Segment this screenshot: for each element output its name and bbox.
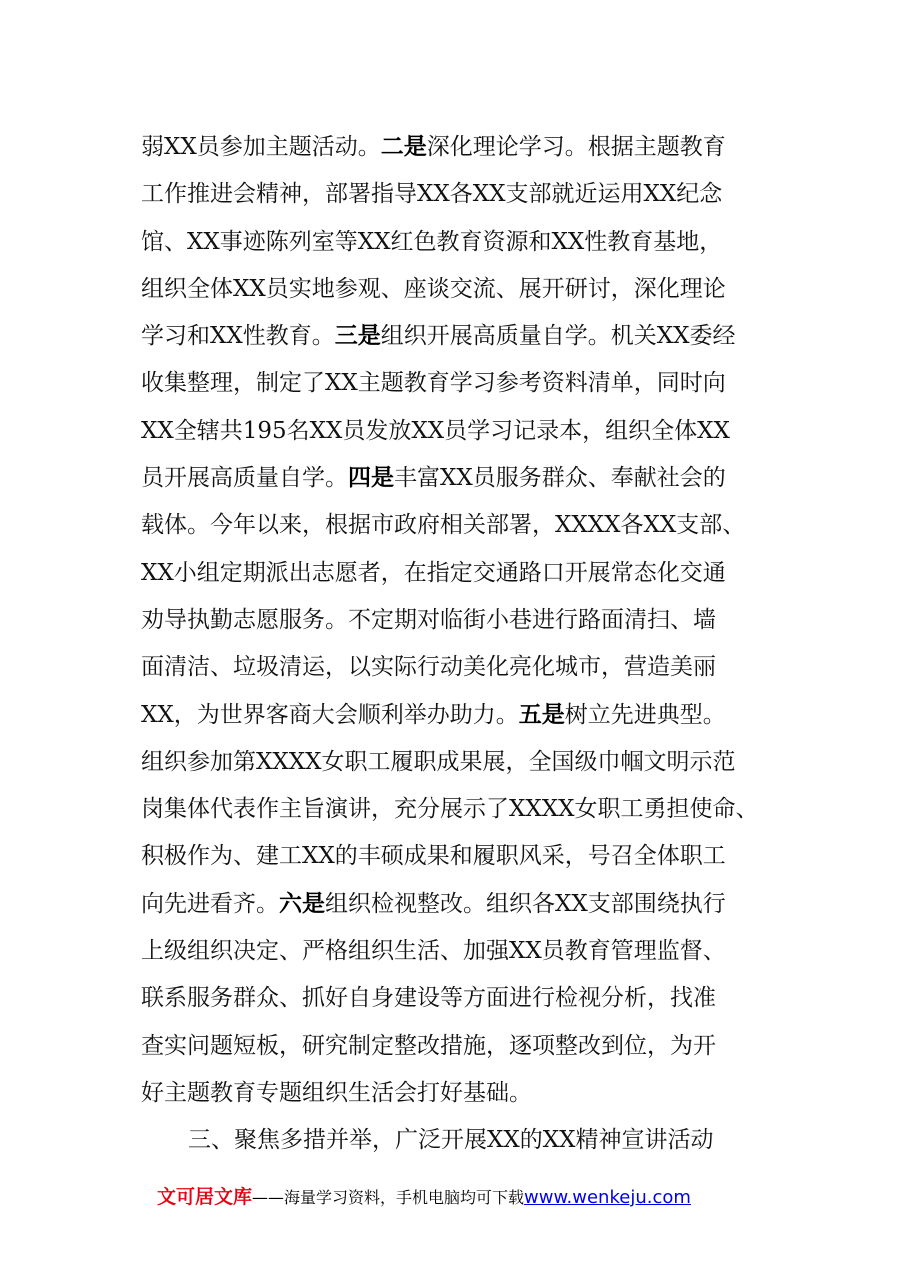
text-line [141, 644, 781, 691]
text-segment: 劝导执勤志愿服务。不定期对临街小巷进行路面清扫、墙 [141, 606, 716, 633]
text-line [141, 502, 781, 549]
text-segment: 向先进看齐。 [141, 890, 279, 917]
text-segment: 深化理论学习。根据主题教育 [426, 134, 726, 160]
text-line [141, 881, 781, 928]
text-line [141, 833, 781, 880]
text-segment: 面清洁、垃圾清运，以实际行动美化亮化城市，营造美丽 [141, 654, 716, 681]
bold-marker: 四是 [348, 465, 394, 492]
footer-text: ——海量学习资料，手机电脑均可下载 [252, 1188, 525, 1207]
text-segment: XX，为世界客商大会顺利举办助力。 [141, 701, 519, 728]
text-segment: 馆、XX事迹陈列室等XX红色教育资源和XX性教育基地， [141, 228, 723, 255]
text-segment: 组织检视整改。组织各XX支部围绕执行 [325, 890, 726, 917]
text-segment: 收集整理，制定了XX主题教育学习参考资料清单，同时向 [141, 370, 726, 397]
text-line [141, 266, 781, 313]
text-line [141, 124, 781, 171]
text-segment: 查实问题短板，研究制定整改措施，逐项整改到位，为开 [141, 1032, 716, 1059]
footer-banner [157, 1182, 691, 1212]
text-segment: 学习和XX性教育。 [141, 323, 335, 350]
text-segment: XX全辖共195名XX员发放XX员学习记录本，组织全体XX [141, 417, 730, 444]
text-segment: 上级组织决定、严格组织生活、加强XX员教育管理监督、 [141, 938, 726, 965]
text-line [141, 455, 781, 502]
text-line [141, 313, 781, 360]
text-segment: 好主题教育专题组织生活会打好基础。 [141, 1079, 532, 1106]
section-heading: 三、聚焦多措并举，广泛开展XX的XX精神宣讲活动 [188, 1127, 714, 1154]
text-segment: 组织全体XX员实地参观、座谈交流、展开研讨，深化理论 [141, 275, 726, 302]
text-segment: 组织开展高质量自学。机关XX委经 [380, 323, 736, 350]
text-segment: 员开展高质量自学。 [141, 465, 348, 492]
text-line [141, 739, 781, 786]
text-segment: 联系服务群众、抓好自身建设等方面进行检视分析，找准 [141, 985, 716, 1012]
text-segment: 组织参加第XXXX女职工履职成果展，全国级巾帼文明示范 [141, 748, 736, 775]
text-line [141, 692, 781, 739]
text-segment: 积极作为、建工XX的丰硕成果和履职风采，号召全体职工 [141, 843, 726, 870]
text-line [141, 1070, 781, 1117]
text-line [141, 928, 781, 975]
text-line [141, 171, 781, 218]
text-line [141, 1023, 781, 1070]
text-segment: 树立先进典型。 [564, 701, 726, 728]
text-line [141, 219, 781, 266]
text-segment: 岗集体代表作主旨演讲，充分展示了XXXX女职工勇担使命、 [141, 796, 759, 823]
text-line [141, 360, 781, 407]
text-line [141, 408, 781, 455]
text-segment: 丰富XX员服务群众、奉献社会的 [394, 465, 726, 492]
footer-link[interactable]: www.wenkeju.com [524, 1187, 691, 1208]
bold-marker: 五是 [518, 701, 565, 728]
text-segment: XX小组定期派出志愿者，在指定交通路口开展常态化交通 [141, 559, 726, 586]
text-line [141, 550, 781, 597]
text-line [141, 597, 781, 644]
text-segment: 工作推进会精神，部署指导XX各XX支部就近运用XX纪念 [141, 181, 723, 208]
text-line [141, 786, 781, 833]
footer-brand: 文可居文库 [157, 1186, 253, 1208]
bold-marker: 二是 [380, 134, 427, 160]
bold-marker: 三是 [334, 323, 381, 350]
bold-marker: 六是 [279, 890, 325, 917]
text-line [141, 975, 781, 1022]
text-segment: 弱XX员参加主题活动。 [141, 134, 381, 160]
text-segment: 载体。今年以来，根据市政府相关部署，XXXX各XX支部、 [141, 512, 746, 539]
body-text [141, 124, 781, 1165]
